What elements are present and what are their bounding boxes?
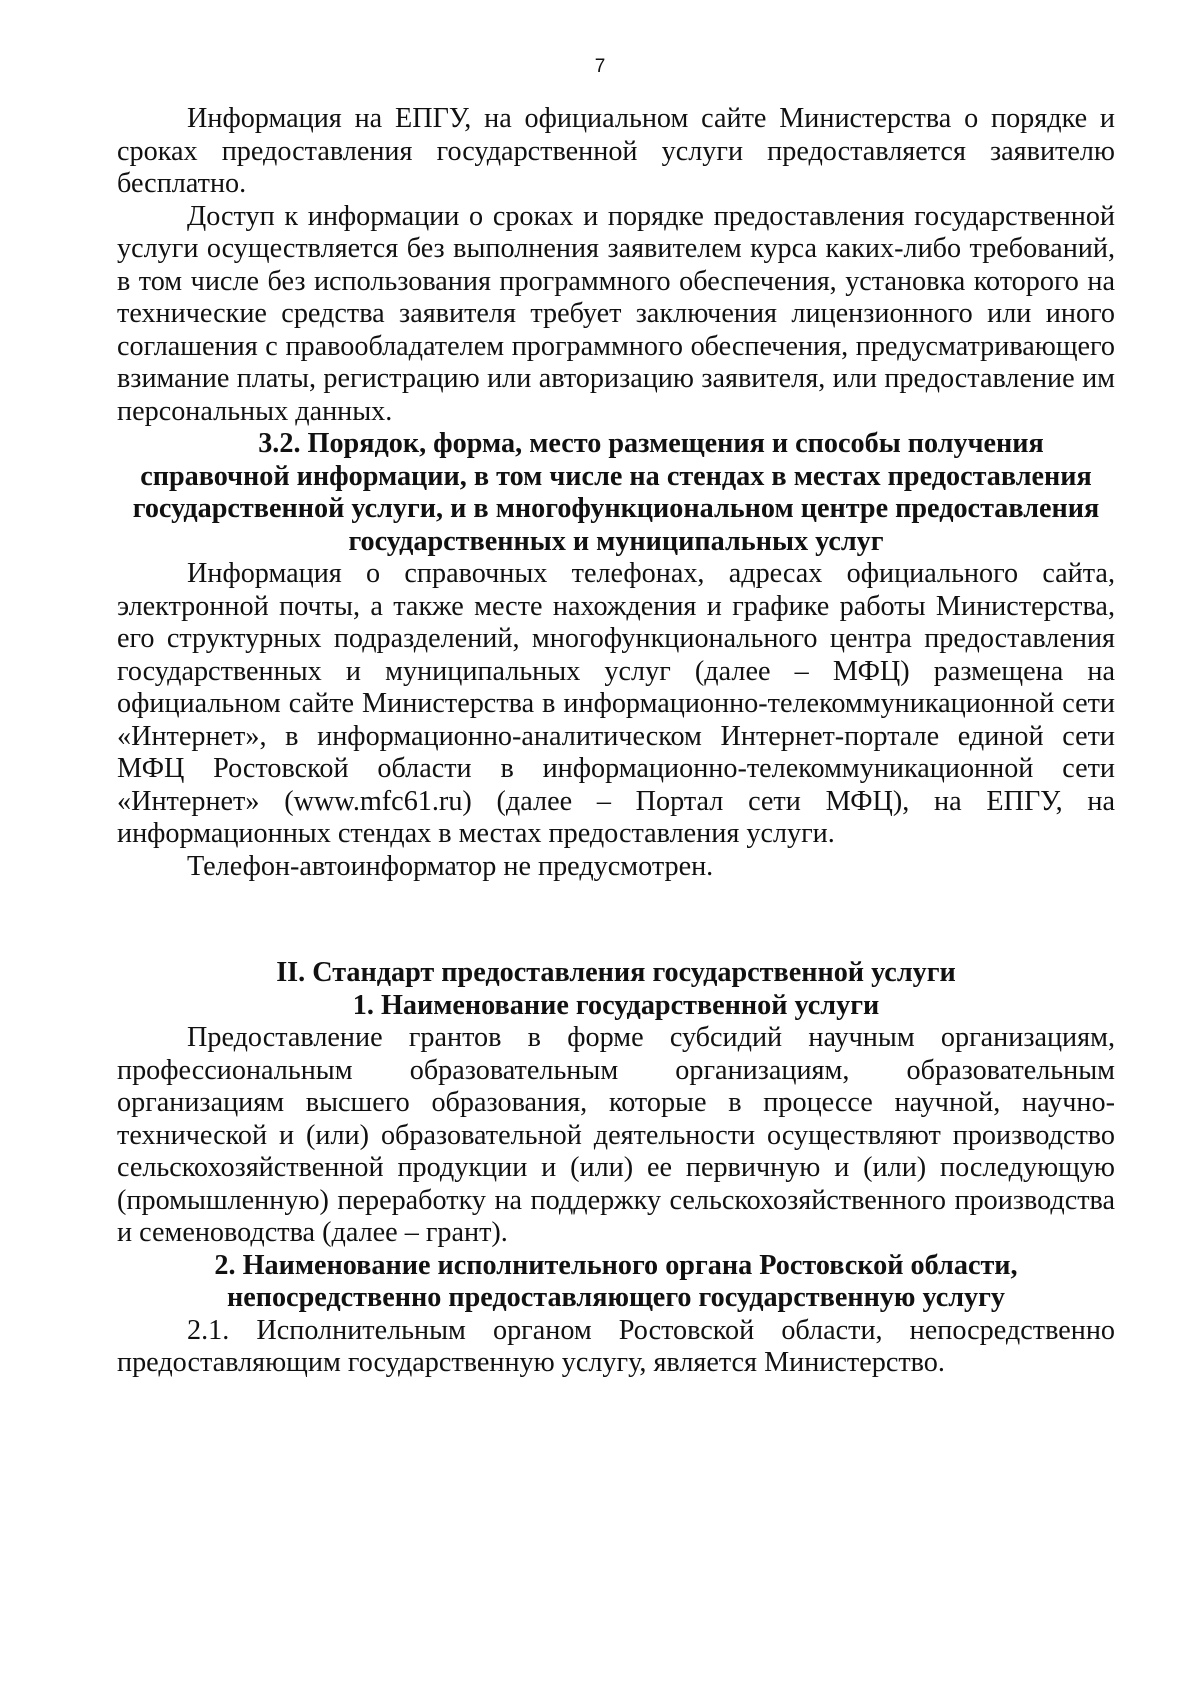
section-heading-1: 1. Наименование государственной услуги — [352, 989, 880, 1021]
section-heading-II: II. Стандарт предоставления государственной услуги — [276, 957, 956, 988]
section-heading-2 — [117, 1250, 1115, 1315]
paragraph-autoinformer: Телефон-автоинформатор не предусмотрен. — [187, 850, 714, 882]
heading-line: 3.2. Порядок, форма, место размещения и способы получения — [258, 428, 1044, 459]
paragraph-service-name: Предоставление грантов в форме субсидий научным организациям, профессиональным образовательным организациям, образовательным организациям высшего образования, которые в процессе научной, научно-технической и (или) образовательной деятельности осуществляют производство сельскохозяйственной продукции и (или) ее первичную и (или) последующую (промышленную) переработку на поддержку сельскохозяйственного производства и семеноводства (далее – грант). — [117, 1022, 1115, 1248]
heading-line: государственных и муниципальных услуг — [348, 525, 884, 557]
heading-line: непосредственно предоставляющего государственную услугу — [226, 1282, 1006, 1313]
heading-line: справочной информации, в том числе на стендах в местах предоставления — [140, 460, 1092, 492]
heading-line: 2. Наименование исполнительного органа Ростовской области, — [214, 1249, 1018, 1281]
paragraph-epgu-info: Информация на ЕПГУ, на официальном сайте Министерства о порядке и сроках предоставления государственной услуги предоставляется заявителю бесплатно. — [117, 103, 1115, 199]
section-heading-3-2 — [117, 428, 1115, 558]
paragraph-access-info: Доступ к информации о сроках и порядке предоставления государственной услуги осуществляется без выполнения заявителем курса каких-либо требований, в том числе без использования программного обеспечения, установка которого на технические средства заявителя требует заключения лицензионного или иного соглашения с правообладателем программного обеспечения, предусматривающего взимание платы, регистрацию или авторизацию заявителя, или предоставление им персональных данных. — [117, 200, 1115, 427]
paragraph-contacts-info: Информация о справочных телефонах, адресах официального сайта, электронной почты, а также месте нахождения и графике работы Министерства, его структурных подразделений, многофункционального центра предоставления государственных и муниципальных услуг (далее – МФЦ) размещена на официальном сайте Министерства в информационно-телекоммуникационной сети «Интернет», в информационно-аналитическом Интернет-портале единой сети МФЦ Ростовской области в информационно-телекоммуникационной сети «Интернет» (www.mfc61.ru) (далее – Портал сети МФЦ), на ЕПГУ, на информационных стендах в местах предоставления услуги. — [117, 558, 1115, 849]
heading-line: государственной услуги, и в многофункциональном центре предоставления — [132, 493, 1100, 524]
document-body — [117, 103, 1115, 1380]
section-spacer — [117, 883, 1115, 957]
paragraph-2-1: 2.1. Исполнительным органом Ростовской области, непосредственно предоставляющим государственную услугу, является Министерство. — [117, 1314, 1115, 1378]
page-number: 7 — [594, 56, 606, 77]
